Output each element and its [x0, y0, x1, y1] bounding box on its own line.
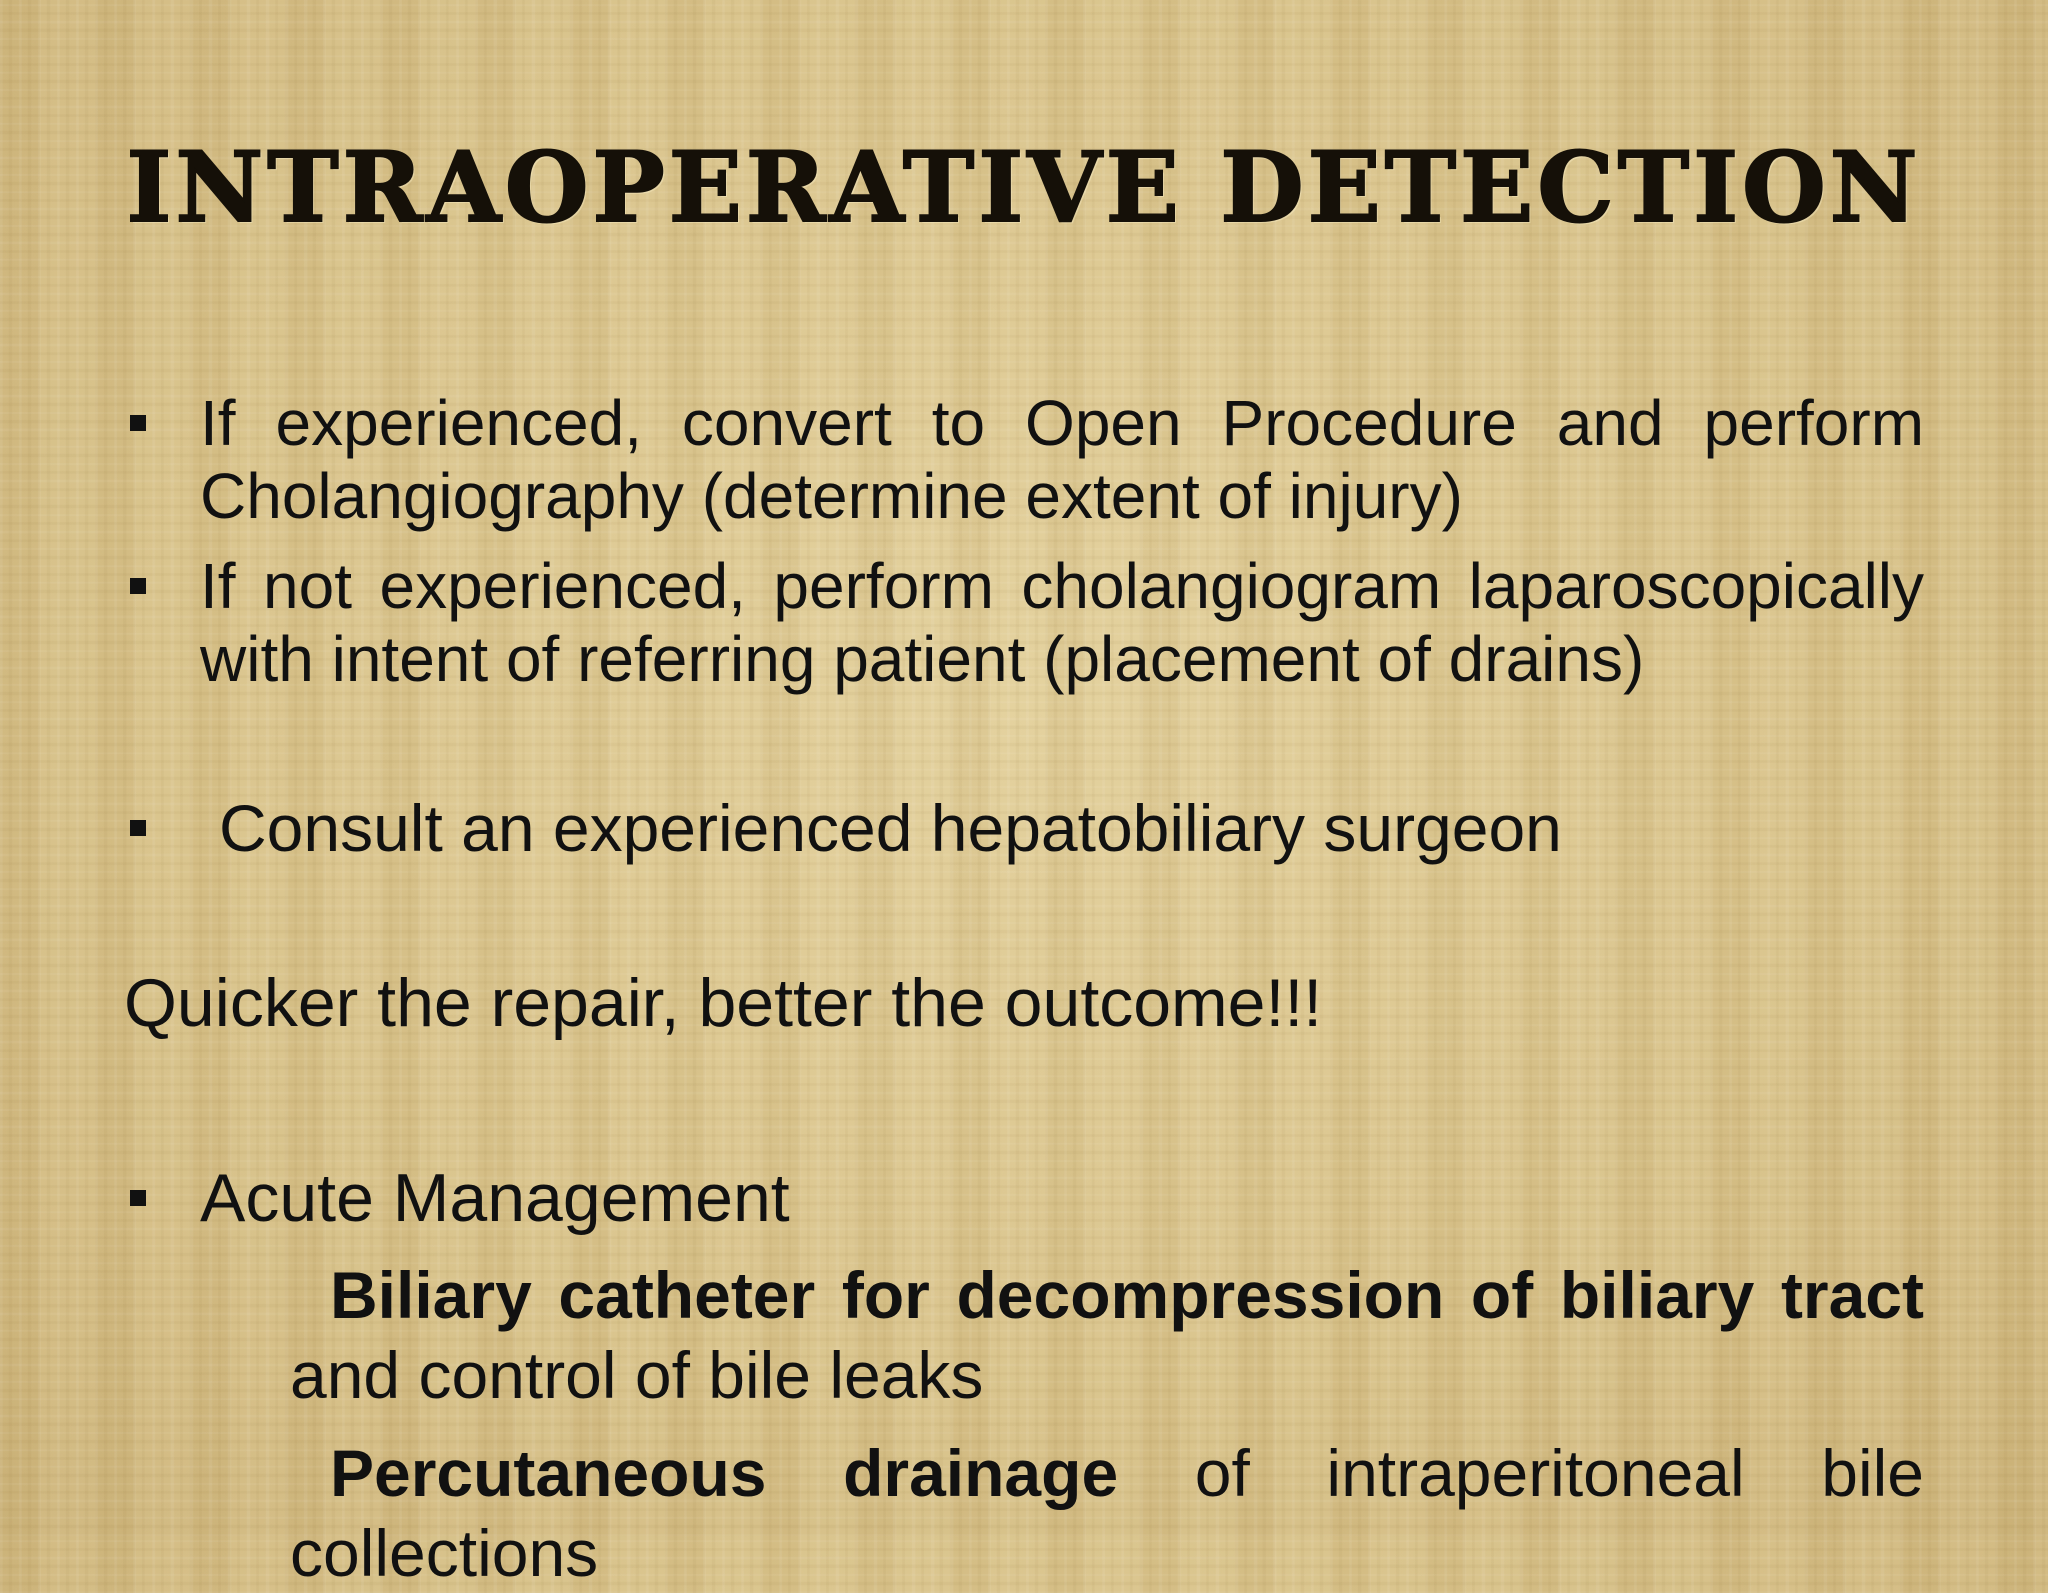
square-bullet-icon [130, 820, 146, 836]
acute-item [290, 1433, 1924, 1593]
square-bullet-icon [130, 1190, 146, 1206]
square-bullet-icon [130, 578, 146, 594]
bullet-text: If not experienced, perform cholangiogram laparoscopically with intent of referring patient (placement of drains) [200, 550, 1924, 695]
tagline: Quicker the repair, better the outcome!!! [124, 965, 1323, 1041]
bullet-item [124, 792, 1924, 865]
acute-item [290, 1255, 1924, 1415]
acute-item-rest: of intraperitoneal bile collections [290, 1436, 1925, 1590]
acute-item-bold: Percutaneous drainage [330, 1436, 1119, 1510]
slide-title: INTRAOPERATIVE DETECTION [126, 131, 1922, 244]
acute-item-rest: and control of bile leaks [290, 1338, 984, 1412]
bullet-text: Consult an experienced hepatobiliary surgeon [219, 791, 1562, 865]
bullet-item-acute-management [124, 1158, 1924, 1238]
square-bullet-icon [130, 415, 146, 431]
bullet-text: If experienced, convert to Open Procedure and perform Cholangiography (determine extent of injury) [200, 387, 1924, 532]
acute-item-bold: Biliary catheter for decompression of biliary tract [330, 1258, 1924, 1332]
bullet-item [124, 387, 1924, 533]
bullet-item [124, 550, 1924, 696]
acute-heading: Acute Management [200, 1160, 790, 1236]
